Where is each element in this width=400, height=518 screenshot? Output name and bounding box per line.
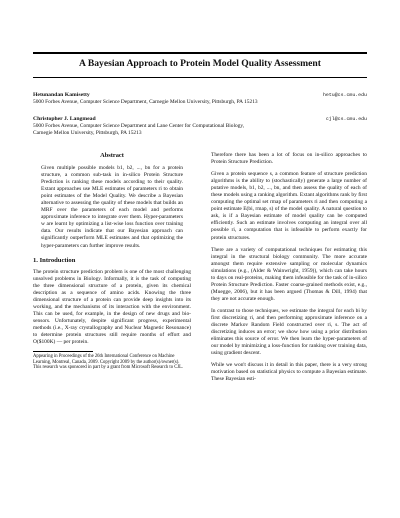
author-affiliation: 5000 Forbes Avenue, Computer Science Department, Carnegie Mellon University, Pittsburgh, PA 15213 (33, 99, 258, 106)
body-paragraph: In contrast to those techniques, we estimate the integral for each bi by first discretizing ri, and then performing approximate inference on a discrete Markov Random Field constructed over ri, s. The act of discretizing induces an error; we show how using a prior distribution eliminates this source of error. We then learn the hyper-parameters of our model by minimizing a loss-function for ranking over training data, using gradient descent. (211, 307, 367, 357)
body-paragraph: While we won't discuss it in detail in this paper, there is a very strong motivation based on statistical physics to compute a Bayesian estimate. These Bayesian esti- (211, 362, 367, 383)
abstract-heading: Abstract (100, 152, 124, 159)
author-affiliation-line2: Carnegie Mellon University, Pittsburgh, PA 15213 (33, 130, 142, 137)
author-email[interactable]: cjl@cs.cmu.edu (325, 117, 367, 122)
footnote-rule (33, 351, 93, 352)
author-block-2 (33, 116, 367, 137)
author-name: Hetunandan Kamisetty (33, 92, 90, 98)
title-top-rule (33, 52, 367, 54)
abstract-text: Given multiple possible models b1, b2, ..., bn for a protein structure, a common sub-task in in-silico Protein Structure Prediction is ranking these models according to their quality. Extant approaches use MLE estimates of parameters ri to obtain point estimates of the Model Quality. We describe a Bayesian alternative to assessing the quality of these models that builds an MRF over the parameters of each model and performs approximate inference to integrate over them. Hyper-parameters w are learnt by optimizing a list-wise loss function over training data. Our results indicate that our Bayesian approach can significantly outperform MLE estimates and that optimizing the hyper-parameters can further improve results. (41, 165, 183, 249)
left-column (33, 152, 191, 371)
author-email[interactable]: hetu@cs.cmu.edu (322, 93, 367, 98)
body-paragraph: Given a protein sequence s, a common feature of structure prediction algorithms is the ability to (stochastically) generate a large number of putative models, b1, b2, ..., bn, and then assess the quality of each of these models using a ranking algorithm. Extant algorithms rank by first computing the optimal set rmap of parameters ri and then computing a point estimate E(bi, rmap, s) of the model quality. A natural question to ask, is if a Bayesian estimate of model quality can be computed efficiently. Such an estimate involves computing an integral over all possible ri, a computation that is infeasible to perform exactly for protein structures. (211, 171, 367, 241)
body-paragraph: There are a variety of computational techniques for estimating this integral in the structural biology community. The more accurate amongst them require extensive sampling or molecular dynamics simulations (e.g., (Alder & Wainwright, 1959)), which can take hours to days on real-proteins, making them infeasible for the task of in-silico Protein Structure Prediction. Faster coarse-grained methods exist, e.g., (Muegge, 2006), but it has been argued (Thomas & Dill, 1994) that they are not accurate enough. (211, 246, 367, 302)
right-column (211, 152, 367, 388)
author-affiliation: 5000 Forbes Avenue, Computer Science Department and Lane Center for Computational Biology, (33, 123, 245, 130)
author-name: Christopher J. Langmead (33, 116, 96, 122)
footnote-proceedings: Appearing in Proceedings of the 26th International Conference on Machine Learning, Montreal, Canada, 2009. Copyright 2009 by the author(s)/owner(s). (33, 353, 180, 365)
paper-title: A Bayesian Approach to Protein Model Quality Assessment (79, 58, 321, 69)
footnote-funding: This research was sponsored in part by a grant from Microsoft Research to CJL. (33, 365, 184, 371)
section-heading-introduction: 1. Introduction (33, 256, 76, 264)
body-paragraph: Therefore there has been a lot of focus on in-silico approaches to Protein Structure Prediction. (211, 152, 367, 166)
title-bottom-rule (33, 77, 367, 78)
author-block-1 (33, 92, 367, 106)
intro-paragraph: The protein structure prediction problem is one of the most challenging unsolved problems in Biology. Informally, it is the task of computing the three dimensional structure of a protein, given its chemical description as a sequence of amino acids. Knowing the three dimensional structure of a protein can provide deep insights into its working, and the mechanisms of its interaction with the environment. This can be used, for example, in the design of new drugs and bio-sensors. Unfortunately, despite significant progress, experimental methods (i.e., X-ray crystallography and Nuclear Magnetic Resonance) to determine protein structures still require months of effort and O($100K) — per protein. (33, 268, 191, 346)
